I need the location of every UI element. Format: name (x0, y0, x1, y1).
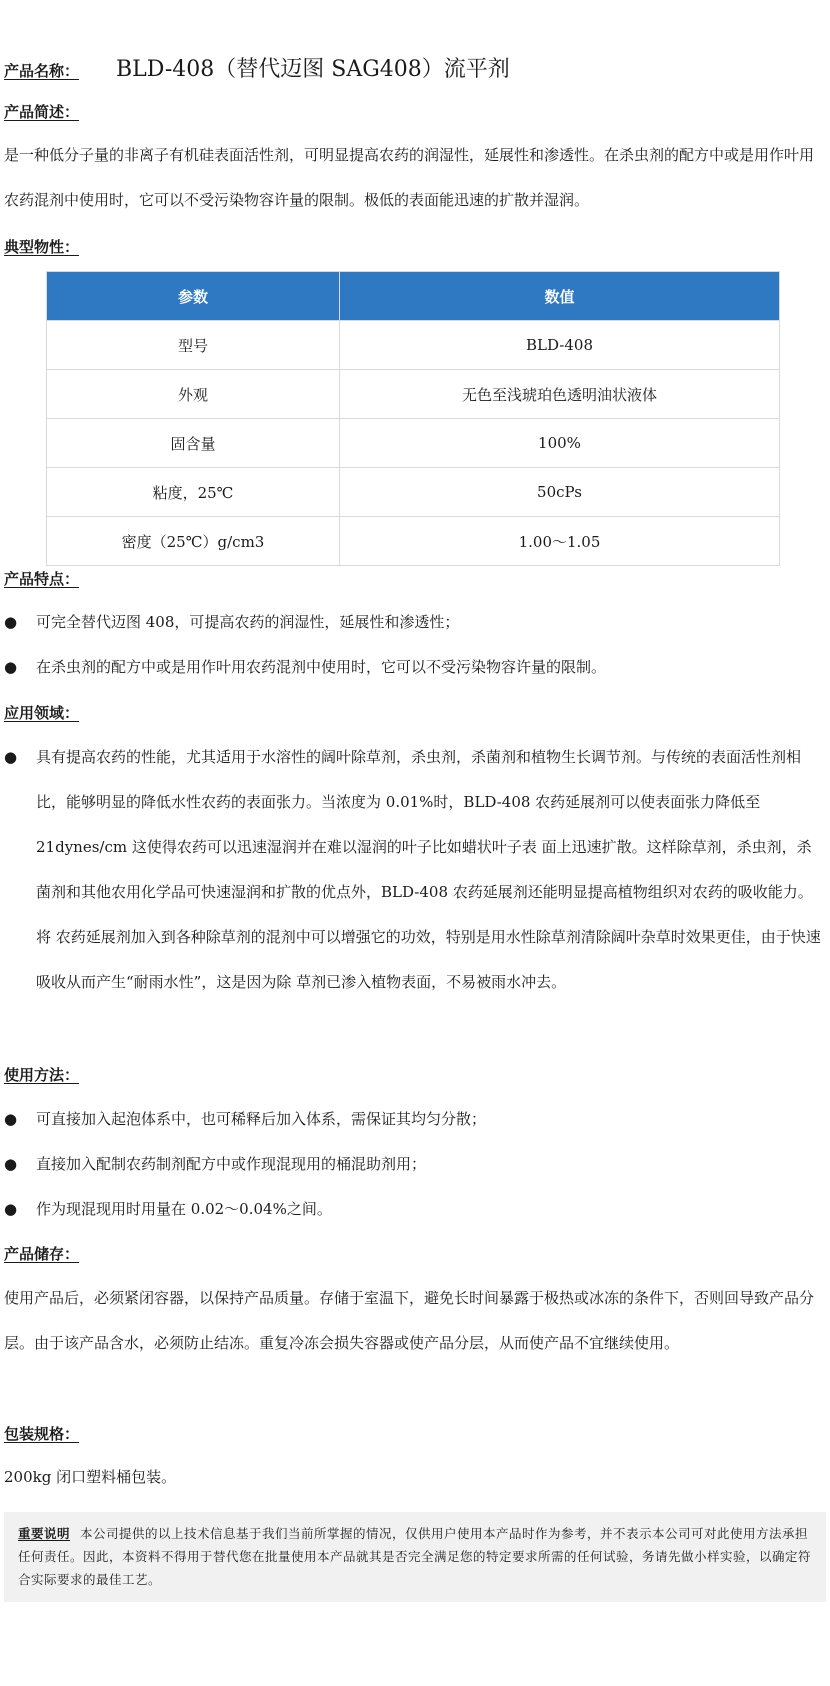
table-cell-parameter: 型号 (47, 321, 340, 370)
packaging-text: 200kg 闭口塑料桶包装。 (4, 1468, 177, 1486)
bullet-dot-icon: ● (4, 1110, 18, 1128)
column-header-parameter: 参数 (47, 272, 340, 321)
table-cell-parameter: 固含量 (47, 419, 340, 468)
list-item (4, 645, 826, 690)
list-item (4, 600, 826, 645)
features-heading: 产品特点： (4, 570, 80, 588)
application-text: 具有提高农药的性能，尤其适用于水溶性的阔叶除草剂，杀虫剂，杀菌剂和植物生长调节剂。与传统的表面活性剂相比，能够明显的降低水性农药的表面张力。当浓度为 0.01%时，BLD-408 农药延展剂可以使表面张力降低至 21dynes/cm 这使得农药可以迅速湿润并在难以湿润的叶子比如蜡状叶子表 面上迅速扩散。这样除草剂，杀虫剂，杀菌剂和其他农用化学品可快速湿润和扩散的优点外，BLD-408 农药延展剂还能明显提高植物组织对农药的吸收能力。将 农药延展剂加入到各种除草剂的混剂中可以增强它的功效，特别是用水性除草剂清除阔叶杂草时效果更佳，由于快速吸收从而产生“耐雨水性”，这是因为除 草剂已渗入植物表面，不易被雨水冲去。 (36, 748, 821, 991)
table-row (47, 370, 780, 419)
notice-label: 重要说明 (18, 1526, 71, 1541)
important-notice (4, 1512, 826, 1602)
table-cell-value: 50cPs (340, 468, 780, 517)
overview-heading: 产品简述： (4, 103, 80, 121)
table-header-row (47, 272, 780, 321)
bullet-dot-icon: ● (4, 1200, 18, 1218)
usage-text: 可直接加入起泡体系中，也可稀释后加入体系，需保证其均匀分散； (36, 1110, 487, 1128)
usage-text: 直接加入配制农药制剂配方中或作现混现用的桶混助剂用； (36, 1155, 427, 1173)
table-row (47, 468, 780, 517)
list-item (4, 735, 826, 1005)
notice-text: 本公司提供的以上技术信息基于我们当前所掌握的情况，仅供用户使用本产品时作为参考，并不表示本公司可对此使用方法承担任何责任。因此，本资料不得用于替代您在批量使用本产品就其是否完全满足您的特定要求所需的任何试验，务请先做小样实验，以确定符合实际要求的最佳工艺。 (18, 1526, 812, 1587)
table-cell-value: 无色至浅琥珀色透明油状液体 (340, 370, 780, 419)
storage-heading: 产品储存： (4, 1245, 80, 1263)
column-header-value: 数值 (340, 272, 780, 321)
table-row (47, 517, 780, 566)
table-cell-parameter: 密度（25℃）g/cm3 (47, 517, 340, 566)
properties-heading: 典型物性： (4, 238, 80, 256)
bullet-dot-icon: ● (4, 748, 18, 766)
table-cell-value: 100% (340, 419, 780, 468)
list-item (4, 1187, 826, 1232)
applications-heading: 应用领域： (4, 704, 80, 722)
table-cell-parameter: 粘度，25℃ (47, 468, 340, 517)
bullet-dot-icon: ● (4, 613, 18, 631)
feature-text: 在杀虫剂的配方中或是用作叶用农药混剂中使用时，它可以不受污染物容许量的限制。 (36, 658, 607, 676)
table-row (47, 321, 780, 370)
feature-text: 可完全替代迈图 408，可提高农药的润湿性，延展性和渗透性； (36, 613, 460, 631)
product-name-row (4, 52, 510, 83)
product-name-label: 产品名称： (4, 62, 80, 80)
storage-text: 使用产品后，必须紧闭容器，以保持产品质量。存储于室温下，避免长时间暴露于极热或冰冻的条件下，否则回导致产品分层。由于该产品含水，必须防止结冻。重复冷冻会损失容器或使产品分层，从而使产品不宜继续使用。 (4, 1289, 815, 1352)
packaging-heading: 包装规格： (4, 1425, 80, 1443)
table-cell-parameter: 外观 (47, 370, 340, 419)
list-item (4, 1142, 826, 1187)
bullet-dot-icon: ● (4, 658, 18, 676)
table-row (47, 419, 780, 468)
table-cell-value: 1.00～1.05 (340, 517, 780, 566)
bullet-dot-icon: ● (4, 1155, 18, 1173)
properties-table (46, 271, 780, 566)
overview-text: 是一种低分子量的非离子有机硅表面活性剂，可明显提高农药的润湿性，延展性和渗透性。在杀虫剂的配方中或是用作叶用农药混剂中使用时，它可以不受污染物容许量的限制。极低的表面能迅速的扩散并湿润。 (4, 146, 815, 209)
list-item (4, 1097, 826, 1142)
product-name-title: BLD-408（替代迈图 SAG408）流平剂 (116, 57, 510, 82)
table-cell-value: BLD-408 (340, 321, 780, 370)
usage-text: 作为现混现用时用量在 0.02～0.04%之间。 (36, 1200, 332, 1218)
usage-heading: 使用方法： (4, 1066, 80, 1084)
